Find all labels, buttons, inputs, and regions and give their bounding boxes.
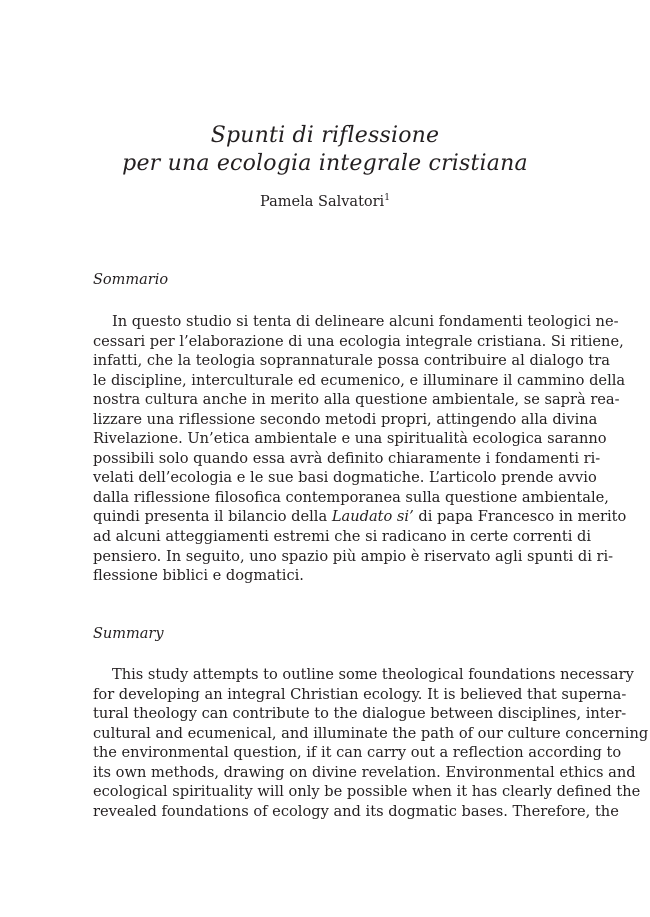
summary-paragraph: [93, 665, 649, 821]
sommario-line: lizzare una riflessione secondo metodi propri, attingendo alla divina: [93, 410, 598, 428]
sommario-line: pensiero. In seguito, uno spazio più ampio è riservato agli spunti di ri-: [93, 547, 614, 565]
sommario-line: In questo studio si tenta di delineare alcuni fondamenti teologici ne-: [112, 313, 619, 330]
author-line: [0, 192, 650, 212]
summary-line: tural theology can contribute to the dialogue between disciplines, inter-: [93, 705, 627, 723]
summary-line: cultural and ecumenical, and illuminate the path of our culture concerning: [93, 724, 649, 742]
sommario-line: cessari per l’elaborazione di una ecologia integrale cristiana. Si ritiene,: [93, 332, 624, 350]
sommario-line: dalla riflessione filosofica contemporanea sulla questione ambientale,: [93, 488, 609, 506]
article-title-line-2: per una ecologia integrale cristiana: [122, 151, 528, 176]
article-title-line-1: Spunti di riflessione: [210, 123, 440, 148]
summary-line: This study attempts to outline some theological foundations necessary: [112, 666, 634, 683]
sommario-line: flessione biblici e dogmatici.: [93, 567, 304, 585]
sommario-line: le discipline, interculturale ed ecumenico, e illuminare il cammino della: [93, 371, 626, 389]
sommario-line: infatti, che la teologia soprannaturale possa contribuire al dialogo tra: [93, 352, 610, 370]
summary-heading: Summary: [93, 626, 164, 642]
sommario-line: possibili solo quando essa avrà definito chiaramente i fondamenti ri-: [93, 449, 601, 467]
sommario-line: velati dell’ecologia e le sue basi dogmatiche. L’articolo prende avvio: [93, 469, 597, 487]
sommario-line-with-italic: [93, 507, 627, 527]
author-name: Pamela Salvatori: [260, 194, 385, 210]
summary-line: for developing an integral Christian ecology. It is believed that superna-: [93, 685, 627, 703]
sommario-line: nostra cultura anche in merito alla questione ambientale, se saprà rea-: [93, 391, 620, 409]
sommario-line: ad alcuni atteggiamenti estremi che si radicano in certe correnti di: [93, 528, 592, 546]
sommario-paragraph: [93, 312, 627, 586]
author-footnote-marker: 1: [384, 193, 390, 203]
summary-line: ecological spirituality will only be possible when it has clearly defined the: [93, 783, 641, 801]
article-title: [0, 122, 650, 178]
encyclical-title: Laudato si’: [331, 508, 414, 526]
sommario-heading: Sommario: [93, 272, 169, 288]
sommario-text-segment: quindi presenta il bilancio della: [93, 508, 332, 526]
sommario-text-segment: di papa Francesco in merito: [413, 508, 627, 526]
summary-line: revealed foundations of ecology and its dogmatic bases. Therefore, the: [93, 802, 619, 820]
sommario-line: Rivelazione. Un’etica ambientale e una spiritualità ecologica saranno: [93, 430, 607, 448]
summary-line: the environmental question, if it can carry out a reflection according to: [93, 744, 622, 762]
summary-line: its own methods, drawing on divine revelation. Environmental ethics and: [93, 763, 636, 781]
